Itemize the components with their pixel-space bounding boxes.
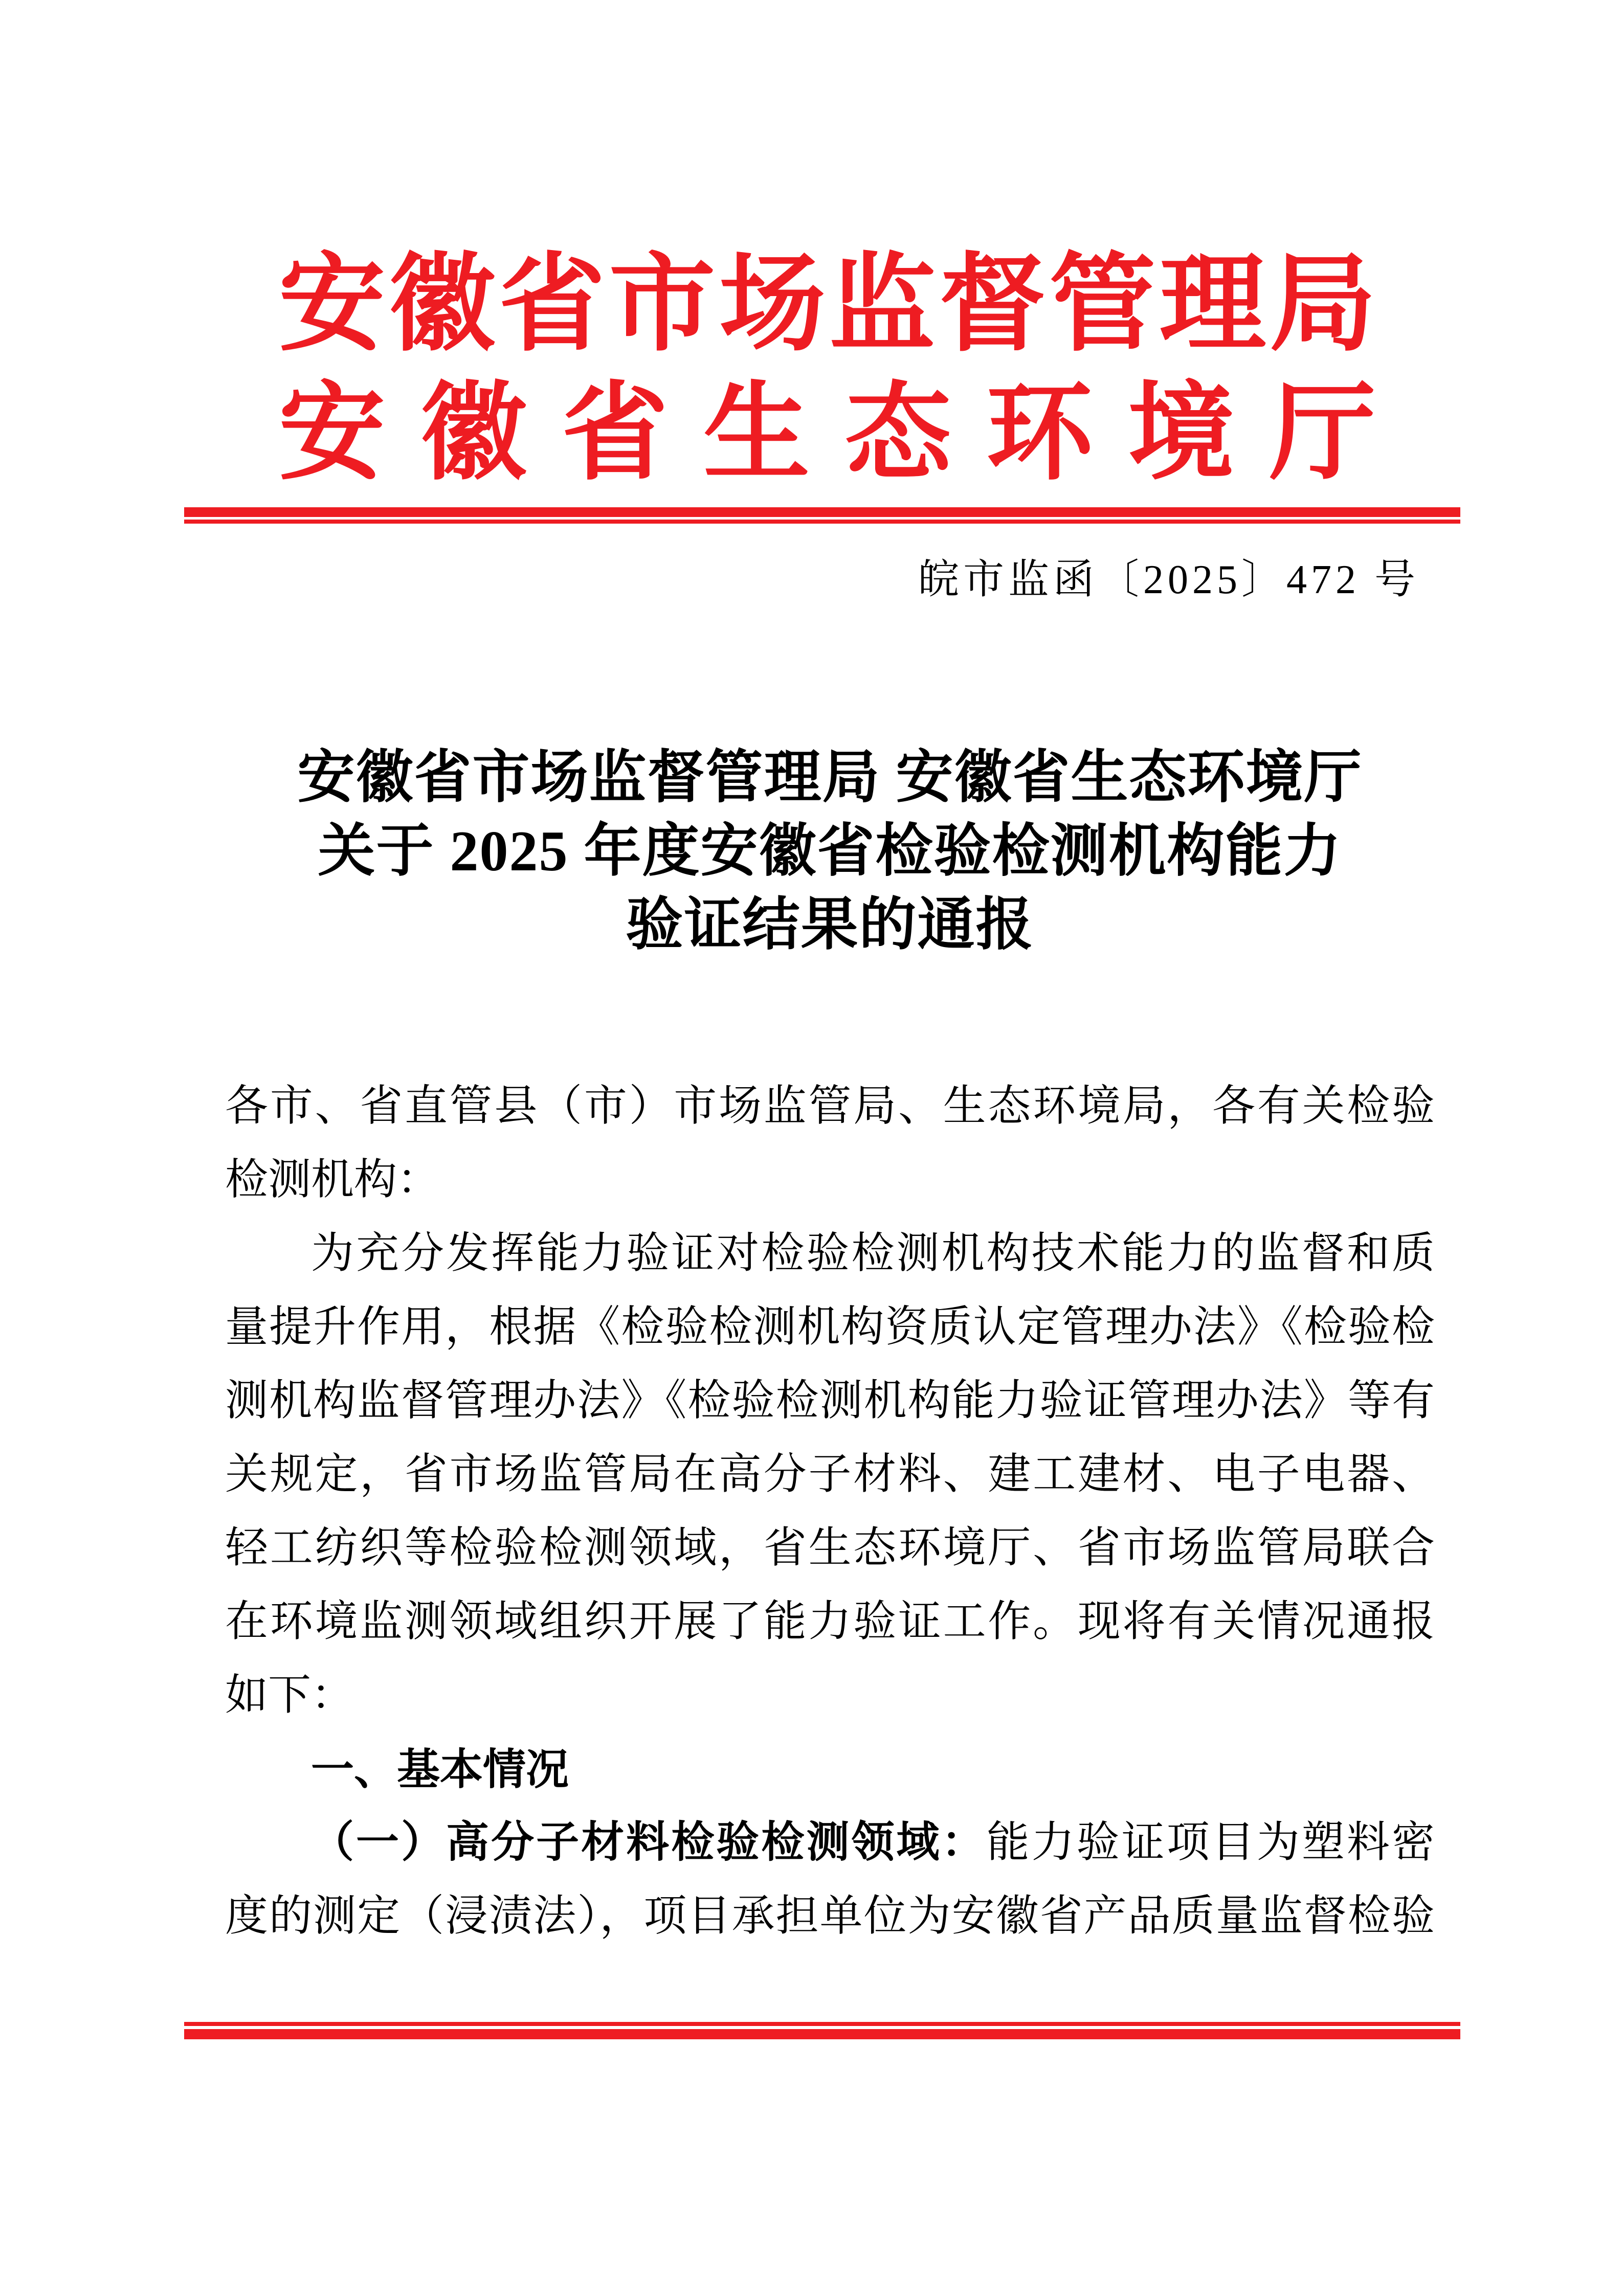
- org-name-char: 环: [986, 375, 1093, 492]
- para1-line-7: [225, 1659, 1435, 1732]
- text-segment: 关规定，省市场监管局在高分子材料、建工建材、电子电器、: [225, 1451, 1435, 1498]
- text-segment: 检测机构：: [225, 1156, 440, 1204]
- text-segment: （一）高分子材料检验检测领域：: [311, 1819, 987, 1866]
- title-line-3: 验证结果的通报: [626, 893, 1034, 957]
- org-name-char: 局: [1269, 246, 1376, 364]
- text-segment: 各市、省直管县（市）市场监管局、生态环境局，各有关检验: [225, 1083, 1435, 1130]
- para1-line-3: [225, 1364, 1435, 1438]
- letterhead-org-line-2: [279, 370, 1376, 498]
- text-segment: 为充分发挥能力验证对检验检测机构技术能力的监督和质: [311, 1230, 1435, 1277]
- text-segment: 能力验证项目为塑料密: [986, 1819, 1435, 1866]
- salutation-line-1: [225, 1070, 1435, 1143]
- text-segment: 一、基本情况: [311, 1745, 569, 1793]
- text-segment: 度的测定（浸渍法），项目承担单位为安徽省产品质量监督检验: [225, 1893, 1435, 1940]
- text-segment: 轻工纺织等检验检测领域，省生态环境厅、省市场监管局联合: [225, 1524, 1435, 1572]
- text-segment: 在环境监测领域组织开展了能力验证工作。现将有关情况通报: [225, 1598, 1435, 1646]
- para1-line-1: [225, 1217, 1435, 1291]
- document-title: [225, 741, 1435, 962]
- section-heading-1: [225, 1732, 1435, 1806]
- document-number: 皖市监函〔2025〕472 号: [918, 557, 1419, 602]
- org-name-char: 态: [844, 375, 951, 492]
- header-rule-thick: [184, 507, 1460, 517]
- para1-line-4: [225, 1438, 1435, 1512]
- org-name-char: 境: [1128, 375, 1235, 492]
- org-name-char: 省: [499, 246, 606, 364]
- salutation-line-2: [225, 1143, 1435, 1217]
- org-name-char: 厅: [1269, 375, 1376, 492]
- org-name-char: 场: [719, 246, 826, 364]
- org-name-char: 徽: [420, 375, 527, 492]
- org-name-char: 理: [1159, 246, 1266, 364]
- title-line-2: 关于 2025 年度安徽省检验检测机构能力: [318, 820, 1342, 883]
- text-segment: 测机构监督管理办法》《检验检测机构能力验证管理办法》等有: [225, 1377, 1435, 1425]
- para2-line-2: [225, 1880, 1435, 1953]
- para1-line-5: [225, 1512, 1435, 1585]
- text-segment: 量提升作用，根据《检验检测机构资质认定管理办法》《检验检: [225, 1303, 1435, 1351]
- org-name-char: 监: [829, 246, 936, 364]
- title-line-1: 安徽省市场监督管理局 安徽省生态环境厅: [297, 746, 1363, 809]
- org-name-char: 徽: [389, 246, 496, 364]
- text-segment: 如下：: [225, 1672, 354, 1719]
- para2-line-1: [225, 1806, 1435, 1880]
- org-name-char: 省: [562, 375, 669, 492]
- org-name-char: 督: [939, 246, 1046, 364]
- footer-rule-thick: [184, 2029, 1460, 2039]
- org-name-char: 管: [1049, 246, 1156, 364]
- para1-line-6: [225, 1585, 1435, 1659]
- header-rule-thin: [184, 520, 1460, 524]
- org-name-char: 生: [703, 375, 810, 492]
- org-name-char: 安: [279, 246, 385, 364]
- org-name-char: 市: [609, 246, 716, 364]
- org-name-char: 安: [279, 375, 385, 492]
- document-body: [225, 1070, 1435, 1953]
- letterhead-org-line-1: [279, 241, 1376, 369]
- para1-line-2: [225, 1291, 1435, 1364]
- footer-rule-thin: [184, 2022, 1460, 2026]
